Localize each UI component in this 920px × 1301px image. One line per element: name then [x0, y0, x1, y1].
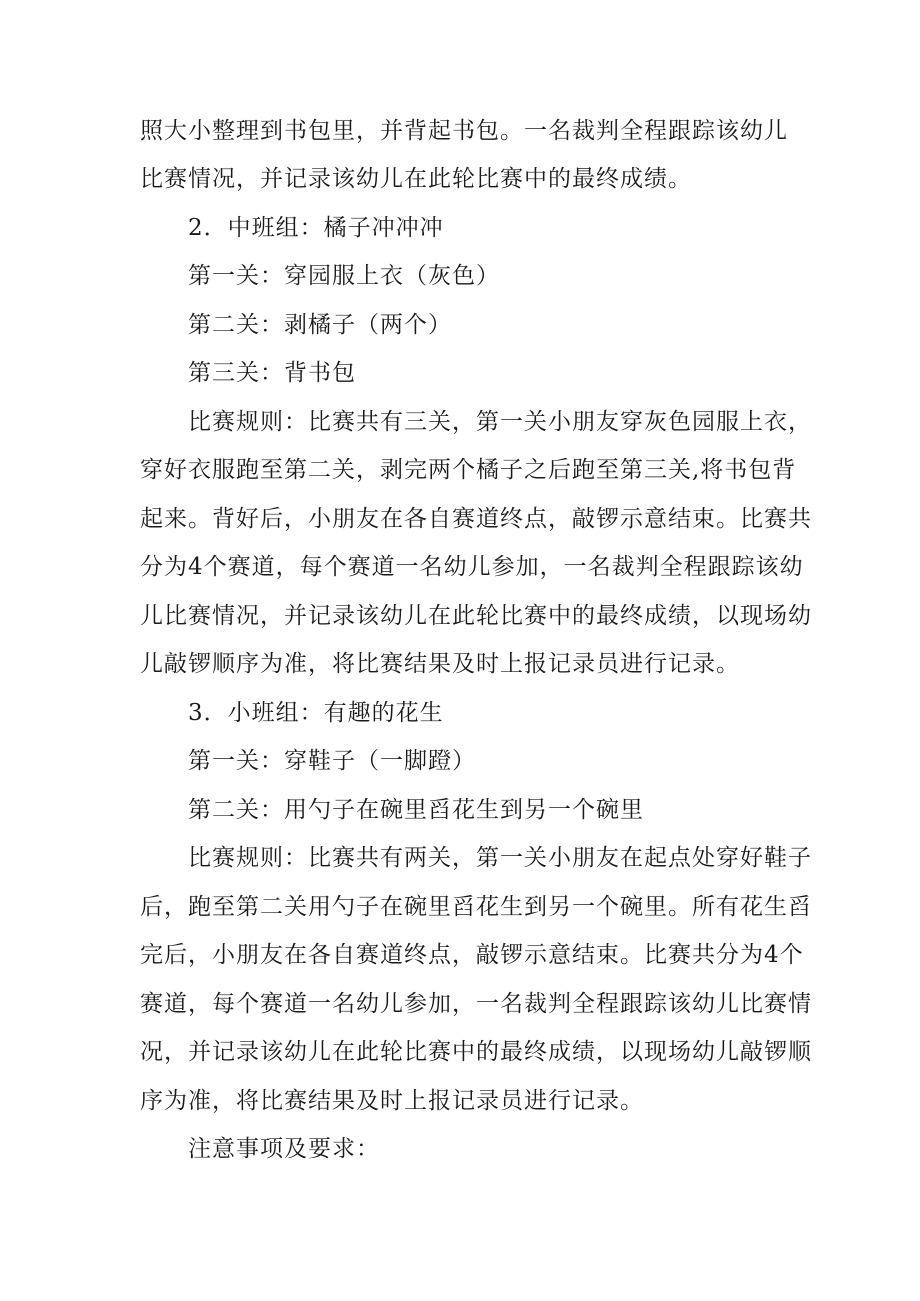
- small-class-rules-line-3: 完后，小朋友在各自赛道终点，敲锣示意结束。比赛共分为4个: [140, 942, 804, 968]
- small-class-rules-line-5: 况，并记录该幼儿在此轮比赛中的最终成绩，以现场幼儿敲锣顺: [140, 1039, 812, 1065]
- small-class-level-2: 第二关：用勺子在碗里舀花生到另一个碗里: [188, 797, 644, 823]
- middle-class-level-3: 第三关：背书包: [188, 360, 356, 386]
- middle-class-level-1: 第一关：穿园服上衣（灰色）: [188, 263, 500, 289]
- section-heading-middle-class: 2．中班组：橘子冲冲冲: [188, 215, 444, 241]
- section-heading-small-class: 3．小班组：有趣的花生: [188, 700, 444, 726]
- paragraph-continuation-line-2: 比赛情况，并记录该幼儿在此轮比赛中的最终成绩。: [140, 166, 692, 192]
- middle-class-rules-line-2: 穿好衣服跑至第二关，剥完两个橘子之后跑至第三关,将书包背: [140, 457, 797, 483]
- middle-class-rules-line-6: 儿敲锣顺序为准，将比赛结果及时上报记录员进行记录。: [140, 651, 740, 677]
- middle-class-level-2: 第二关：剥橘子（两个）: [188, 312, 452, 338]
- paragraph-continuation-line-1: 照大小整理到书包里，并背起书包。一名裁判全程跟踪该幼儿: [140, 118, 788, 144]
- small-class-rules-line-6: 序为准，将比赛结果及时上报记录员进行记录。: [140, 1088, 644, 1114]
- middle-class-rules-line-3: 起来。背好后，小朋友在各自赛道终点，敲锣示意结束。比赛共: [140, 506, 812, 532]
- notes-heading: 注意事项及要求：: [188, 1136, 380, 1162]
- small-class-level-1: 第一关：穿鞋子（一脚蹬）: [188, 748, 476, 774]
- middle-class-rules-line-4: 分为4个赛道，每个赛道一名幼儿参加，一名裁判全程跟踪该幼: [140, 554, 804, 580]
- middle-class-rules-line-5: 儿比赛情况，并记录该幼儿在此轮比赛中的最终成绩，以现场幼: [140, 603, 812, 629]
- small-class-rules-line-2: 后，跑至第二关用勺子在碗里舀花生到另一个碗里。所有花生舀: [140, 894, 812, 920]
- middle-class-rules-line-1: 比赛规则：比赛共有三关，第一关小朋友穿灰色园服上衣，: [188, 409, 812, 435]
- small-class-rules-line-1: 比赛规则：比赛共有两关，第一关小朋友在起点处穿好鞋子: [188, 845, 812, 871]
- small-class-rules-line-4: 赛道，每个赛道一名幼儿参加，一名裁判全程跟踪该幼儿比赛情: [140, 991, 812, 1017]
